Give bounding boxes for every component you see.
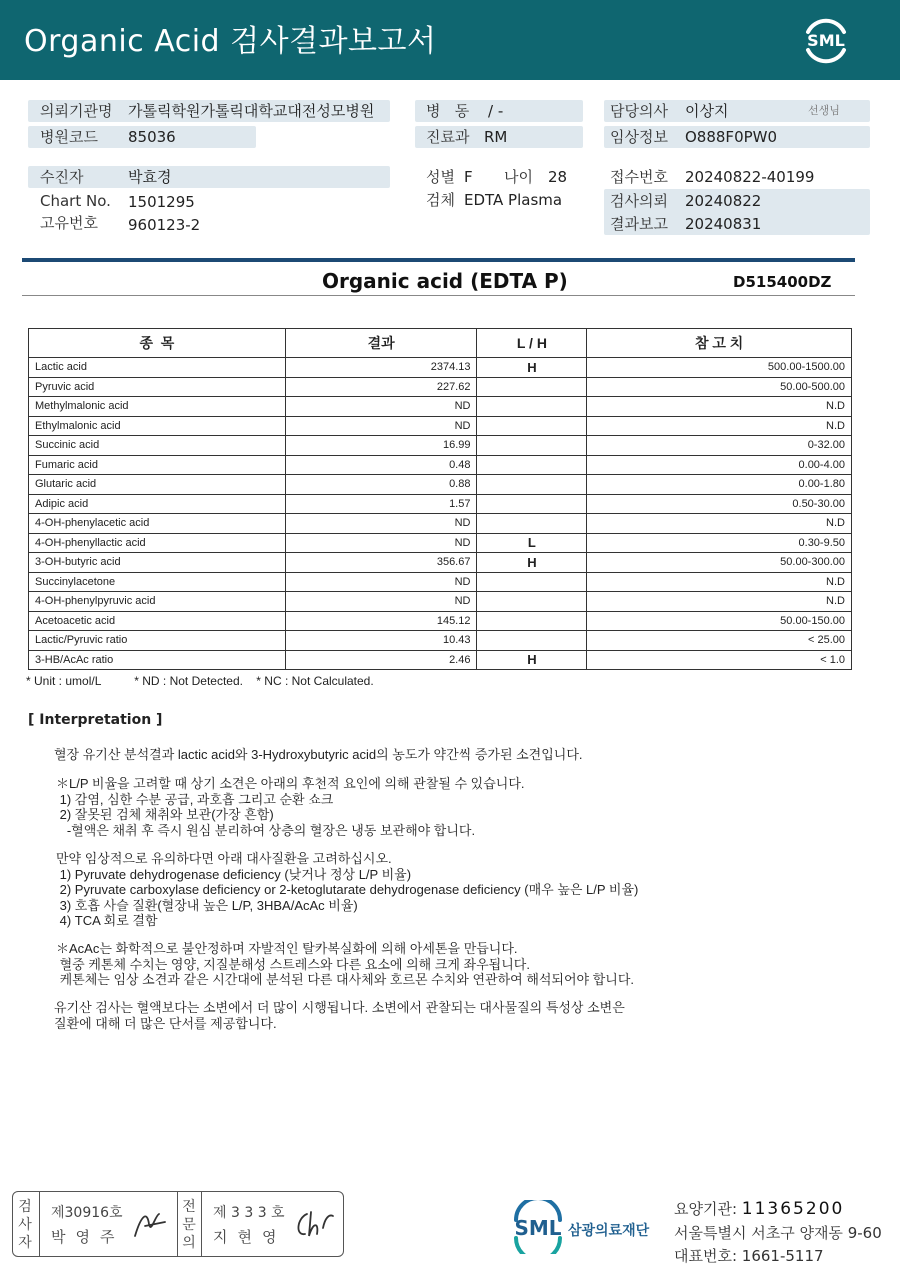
- id-value: 960123-2: [128, 216, 201, 234]
- cell-result: 0.88: [285, 475, 477, 495]
- hospital-code-value: 85036: [128, 128, 176, 146]
- table-row: [29, 650, 852, 670]
- cell-reference: 50.00-300.00: [587, 553, 852, 573]
- table-row: [29, 494, 852, 514]
- table-row: [29, 514, 852, 534]
- cell-reference: N.D: [587, 397, 852, 417]
- examiner-signature-icon: [131, 1206, 171, 1242]
- cell-item: 4-OH-phenyllactic acid: [29, 533, 286, 553]
- dept-value: RM: [484, 128, 508, 146]
- footer-phone-label: 대표번호:: [674, 1247, 738, 1265]
- cell-item: Lactic acid: [29, 358, 286, 378]
- cell-reference: 50.00-150.00: [587, 611, 852, 631]
- cell-lh: H: [477, 650, 587, 670]
- page-title: Organic Acid 검사결과보고서: [24, 24, 437, 59]
- examiner-license-no: 제30916호: [51, 1205, 123, 1221]
- cell-result: 356.67: [285, 553, 477, 573]
- hospital-code-label: 병원코드: [40, 128, 98, 146]
- cell-item: 3-HB/AcAc ratio: [29, 650, 286, 670]
- cell-result: 10.43: [285, 631, 477, 651]
- table-row: [29, 358, 852, 378]
- patient-value: 박효경: [128, 168, 172, 186]
- cell-item: 3-OH-butyric acid: [29, 553, 286, 573]
- dept-label: 진료과: [426, 128, 470, 146]
- sex-value: F: [464, 168, 473, 186]
- interpretation-lp-ratio: ＊L/P 비율을 고려할 때 상기 소견은 아래의 후천적 요인에 의해 관찰될 수 있습니다. 1) 감염, 심한 수분 공급, 과호흡 그리고 순환 쇼크 2) 잘못된 검체 채취와 보관(가장 흔함) -혈액은 채취 후 즉시 원심 분리하여 상층의 혈장은 냉동 보관해야 합니다.: [56, 776, 525, 838]
- table-row: [29, 397, 852, 417]
- cell-result: ND: [285, 397, 477, 417]
- specimen-value: EDTA Plasma: [464, 191, 563, 209]
- report-date-value: 20240831: [685, 215, 762, 233]
- cell-reference: 500.00-1500.00: [587, 358, 852, 378]
- footer-org-name: 삼광의료재단: [568, 1223, 650, 1239]
- clinical-label: 임상정보: [610, 128, 668, 146]
- cell-lh: [477, 514, 587, 534]
- footer-phone-value: 1661-5117: [741, 1247, 824, 1265]
- interpretation-summary: 혈장 유기산 분석결과 lactic acid와 3-Hydroxybutyric acid의 농도가 약간씩 증가된 소견입니다.: [54, 747, 583, 762]
- specimen-label: 검체: [426, 191, 455, 209]
- cell-reference: N.D: [587, 572, 852, 592]
- interpretation-urine: 유기산 검사는 혈액보다는 소변에서 더 많이 시행됩니다. 소변에서 관찰되는 대사물질의 특성상 소변은 질환에 대해 더 많은 단서를 제공합니다.: [54, 1000, 625, 1031]
- cell-item: Ethylmalonic acid: [29, 416, 286, 436]
- cell-lh: [477, 377, 587, 397]
- footer-address: 서울특별시 서초구 양재동 9-60: [674, 1224, 882, 1242]
- cell-lh: [477, 455, 587, 475]
- age-label: 나이: [504, 168, 533, 186]
- footer-phone: [674, 1245, 824, 1266]
- footer-logo-text: SML: [514, 1216, 562, 1240]
- cell-result: 145.12: [285, 611, 477, 631]
- table-row: [29, 611, 852, 631]
- cell-result: 227.62: [285, 377, 477, 397]
- report-code: D515400DZ: [733, 273, 832, 291]
- cell-lh: [477, 494, 587, 514]
- cell-item: Acetoacetic acid: [29, 611, 286, 631]
- signature-box: [12, 1191, 344, 1257]
- cell-lh: [477, 592, 587, 612]
- header-item: 종 목: [29, 329, 286, 358]
- table-row: [29, 436, 852, 456]
- cell-item: Succinic acid: [29, 436, 286, 456]
- cell-result: 2374.13: [285, 358, 477, 378]
- clinical-value: O888F0PW0: [685, 128, 778, 146]
- table-row: [29, 592, 852, 612]
- cell-reference: 0.50-30.00: [587, 494, 852, 514]
- results-table: [28, 328, 852, 670]
- footer-sml-logo-icon: [510, 1200, 660, 1254]
- table-row: [29, 455, 852, 475]
- cell-lh: L: [477, 533, 587, 553]
- cell-item: 4-OH-phenylacetic acid: [29, 514, 286, 534]
- id-label: 고유번호: [40, 214, 98, 232]
- cell-lh: [477, 572, 587, 592]
- cell-item: Lactic/Pyruvic ratio: [29, 631, 286, 651]
- chart-label: Chart No.: [40, 192, 111, 210]
- header-result: 결과: [285, 329, 477, 358]
- cell-lh: [477, 397, 587, 417]
- cell-reference: < 25.00: [587, 631, 852, 651]
- receipt-label: 접수번호: [610, 168, 668, 186]
- cell-item: 4-OH-phenylpyruvic acid: [29, 592, 286, 612]
- report-date-label: 결과보고: [610, 215, 668, 233]
- cell-result: ND: [285, 572, 477, 592]
- cell-item: Glutaric acid: [29, 475, 286, 495]
- examiner-name: 박영주: [51, 1228, 125, 1246]
- specialist-signature-icon: [293, 1208, 337, 1242]
- patient-label: 수진자: [40, 168, 84, 186]
- table-row: [29, 631, 852, 651]
- sml-logo-icon: [800, 14, 852, 66]
- specialist-name: 지현영: [213, 1228, 287, 1246]
- cell-reference: 0-32.00: [587, 436, 852, 456]
- cell-lh: H: [477, 553, 587, 573]
- table-row: [29, 553, 852, 573]
- chart-value: 1501295: [128, 193, 195, 211]
- cell-result: 1.57: [285, 494, 477, 514]
- cell-result: 2.46: [285, 650, 477, 670]
- cell-reference: < 1.0: [587, 650, 852, 670]
- title-rule-top: [22, 258, 855, 262]
- institution-value: 가톨릭학원가톨릭대학교대전성모병원: [128, 102, 375, 120]
- cell-result: ND: [285, 514, 477, 534]
- doctor-value: 이상지: [685, 102, 729, 120]
- report-header: [0, 0, 900, 80]
- logo-text: SML: [807, 31, 845, 50]
- report-title: Organic acid (EDTA P): [322, 269, 568, 293]
- table-row: [29, 572, 852, 592]
- table-row: [29, 416, 852, 436]
- specialist-license-no: 제 3 3 3 호: [213, 1205, 285, 1221]
- cell-reference: 0.00-4.00: [587, 455, 852, 475]
- title-rule-bottom: [22, 295, 855, 296]
- institution-label: 의뢰기관명: [40, 102, 113, 120]
- sex-label: 성별: [426, 168, 455, 186]
- specialist-label: 전 문 의: [182, 1199, 196, 1251]
- ward-value: / -: [488, 102, 504, 120]
- cell-result: ND: [285, 416, 477, 436]
- table-row: [29, 377, 852, 397]
- cell-lh: [477, 631, 587, 651]
- cell-item: Pyruvic acid: [29, 377, 286, 397]
- cell-result: 0.48: [285, 455, 477, 475]
- cell-result: ND: [285, 533, 477, 553]
- cell-reference: N.D: [587, 416, 852, 436]
- footer-logo: [510, 1200, 660, 1258]
- interpretation-acac: ＊AcAc는 화학적으로 불안정하며 자발적인 탈카복실화에 의해 아세톤을 만듭니다. 혈중 케톤체 수치는 영양, 지질분해성 스트레스와 다른 요소에 의해 크게 좌우됩니다. 케톤체는 임상 소견과 같은 시간대에 분석된 다른 대사체와 호르몬 수치와 연관하여 해석되어야 합니다.: [56, 941, 635, 987]
- cell-lh: [477, 611, 587, 631]
- cell-item: Methylmalonic acid: [29, 397, 286, 417]
- cell-reference: 0.00-1.80: [587, 475, 852, 495]
- interpretation-heading: [ Interpretation ]: [28, 712, 163, 728]
- unit-note: * Unit : umol/L * ND : Not Detected. * NC : Not Calculated.: [26, 674, 374, 688]
- cell-result: 16.99: [285, 436, 477, 456]
- doctor-label: 담당의사: [610, 102, 668, 120]
- request-value: 20240822: [685, 192, 762, 210]
- age-value: 28: [548, 168, 568, 186]
- header-reference: 참 고 치: [587, 329, 852, 358]
- footer-code-label: 요양기관:: [674, 1200, 738, 1218]
- cell-reference: N.D: [587, 592, 852, 612]
- cell-lh: [477, 436, 587, 456]
- examiner-label: 검 사 자: [18, 1199, 32, 1251]
- footer-code: [674, 1198, 844, 1219]
- doctor-suffix: 선생님: [808, 104, 840, 117]
- ward-label: 병 동: [426, 102, 470, 120]
- cell-reference: 0.30-9.50: [587, 533, 852, 553]
- cell-result: ND: [285, 592, 477, 612]
- table-row: [29, 475, 852, 495]
- cell-reference: 50.00-500.00: [587, 377, 852, 397]
- footer-code-value: 11365200: [741, 1199, 845, 1219]
- cell-lh: H: [477, 358, 587, 378]
- table-row: [29, 533, 852, 553]
- cell-item: Adipic acid: [29, 494, 286, 514]
- cell-item: Fumaric acid: [29, 455, 286, 475]
- table-header-row: [29, 329, 852, 358]
- header-lh: L / H: [477, 329, 587, 358]
- receipt-value: 20240822-40199: [685, 168, 815, 186]
- interpretation-metabolic-disease: 만약 임상적으로 유의하다면 아래 대사질환을 고려하십시오. 1) Pyruvate dehydrogenase deficiency (낮거나 정상 L/P 비율) 2) Pyruvate carboxylase deficiency or 2-ketoglutarate dehydrogenase deficiency (매우 높은 L/P 비율) 3) 호흡 사슬 질환(혈장내 높은 L/P, 3HBA/AcAc 비율) 4) TCA 회로 결함: [56, 851, 639, 928]
- request-label: 검사의뢰: [610, 192, 668, 210]
- cell-lh: [477, 475, 587, 495]
- cell-item: Succinylacetone: [29, 572, 286, 592]
- cell-reference: N.D: [587, 514, 852, 534]
- cell-lh: [477, 416, 587, 436]
